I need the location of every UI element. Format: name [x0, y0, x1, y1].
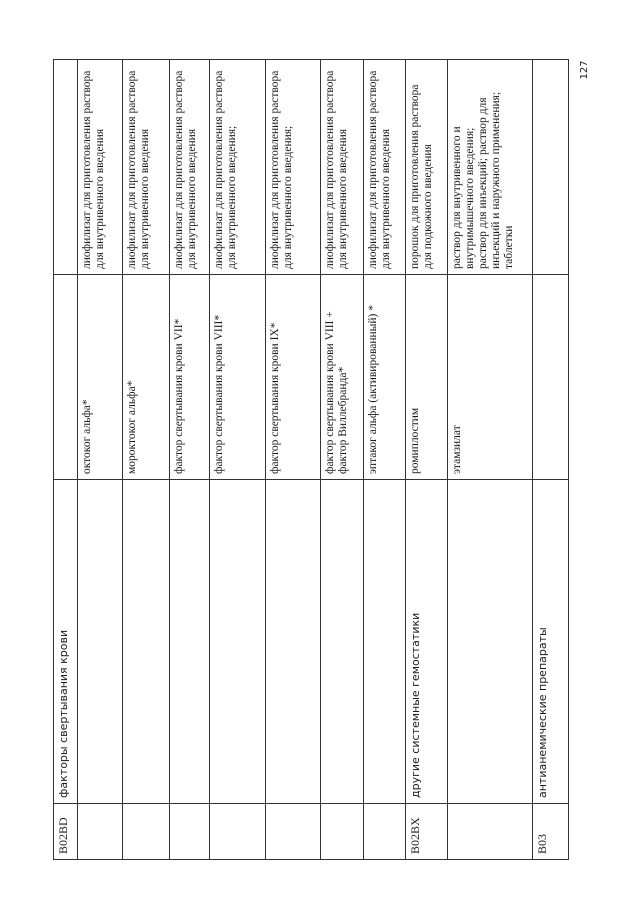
atc-code-cell — [78, 804, 123, 860]
atc-code-cell — [266, 804, 321, 860]
table-row — [54, 60, 78, 860]
table-row — [364, 60, 406, 860]
form-cell: лиофилизат для приготовления раствора для внутривенного введения — [321, 60, 364, 275]
group-cell — [266, 480, 321, 804]
group-cell — [210, 480, 266, 804]
atc-code-cell — [321, 804, 364, 860]
drug-cell — [533, 275, 569, 480]
form-cell: лиофилизат для приготовления раствора для внутривенного введения — [364, 60, 406, 275]
drug-table-body — [54, 60, 569, 860]
form-cell: лиофилизат для приготовления раствора для внутривенного введения — [123, 60, 170, 275]
table-row — [266, 60, 321, 860]
group-cell — [170, 480, 210, 804]
atc-code-cell: B02BX — [406, 804, 448, 860]
atc-code-cell — [123, 804, 170, 860]
group-cell: антианемические препараты — [533, 480, 569, 804]
drug-cell: ромиплостим — [406, 275, 448, 480]
table-row — [78, 60, 123, 860]
form-cell: лиофилизат для приготовления раствора для внутривенного введения — [170, 60, 210, 275]
drug-cell: фактор свертывания крови VIII + фактор Виллебранда* — [321, 275, 364, 480]
form-cell: лиофилизат для приготовления раствора для внутривенного введения — [78, 60, 123, 275]
form-cell — [54, 60, 78, 275]
form-cell: лиофилизат для приготовления раствора для внутривенного введения; — [266, 60, 321, 275]
atc-code-cell — [170, 804, 210, 860]
drug-cell: мороктоког альфа* — [123, 275, 170, 480]
atc-code-cell: B03 — [533, 804, 569, 860]
table-row — [406, 60, 448, 860]
drug-cell: эптаког альфа (активированный) * — [364, 275, 406, 480]
form-cell: порошок для приготовления раствора для подкожного введения — [406, 60, 448, 275]
atc-code-cell: B02BD — [54, 804, 78, 860]
drug-cell: фактор свертывания крови IX* — [266, 275, 321, 480]
drug-cell — [54, 275, 78, 480]
group-cell — [448, 480, 533, 804]
table-row — [448, 60, 533, 860]
form-cell — [533, 60, 569, 275]
group-cell: другие системные гемостатики — [406, 480, 448, 804]
form-cell: раствор для внутривенного и внутримышечного введения; раствор для инъекций; раствор для инъекций и наружного применения; таблетки — [448, 60, 533, 275]
rotated-table-wrapper — [53, 60, 568, 860]
table-row — [321, 60, 364, 860]
atc-code-cell — [448, 804, 533, 860]
atc-code-cell — [364, 804, 406, 860]
table-row — [533, 60, 569, 860]
group-cell — [321, 480, 364, 804]
drug-cell: октоког альфа* — [78, 275, 123, 480]
drug-cell: фактор свертывания крови VII* — [170, 275, 210, 480]
table-row — [170, 60, 210, 860]
drug-cell: этамзилат — [448, 275, 533, 480]
drug-cell: фактор свертывания крови VIII* — [210, 275, 266, 480]
page-number: 127 — [579, 60, 590, 80]
atc-code-cell — [210, 804, 266, 860]
group-cell — [78, 480, 123, 804]
table-row — [210, 60, 266, 860]
form-cell: лиофилизат для приготовления раствора для внутривенного введения; — [210, 60, 266, 275]
group-cell: факторы свертывания крови — [54, 480, 78, 804]
drug-table — [53, 59, 569, 860]
group-cell — [123, 480, 170, 804]
group-cell — [364, 480, 406, 804]
table-row — [123, 60, 170, 860]
